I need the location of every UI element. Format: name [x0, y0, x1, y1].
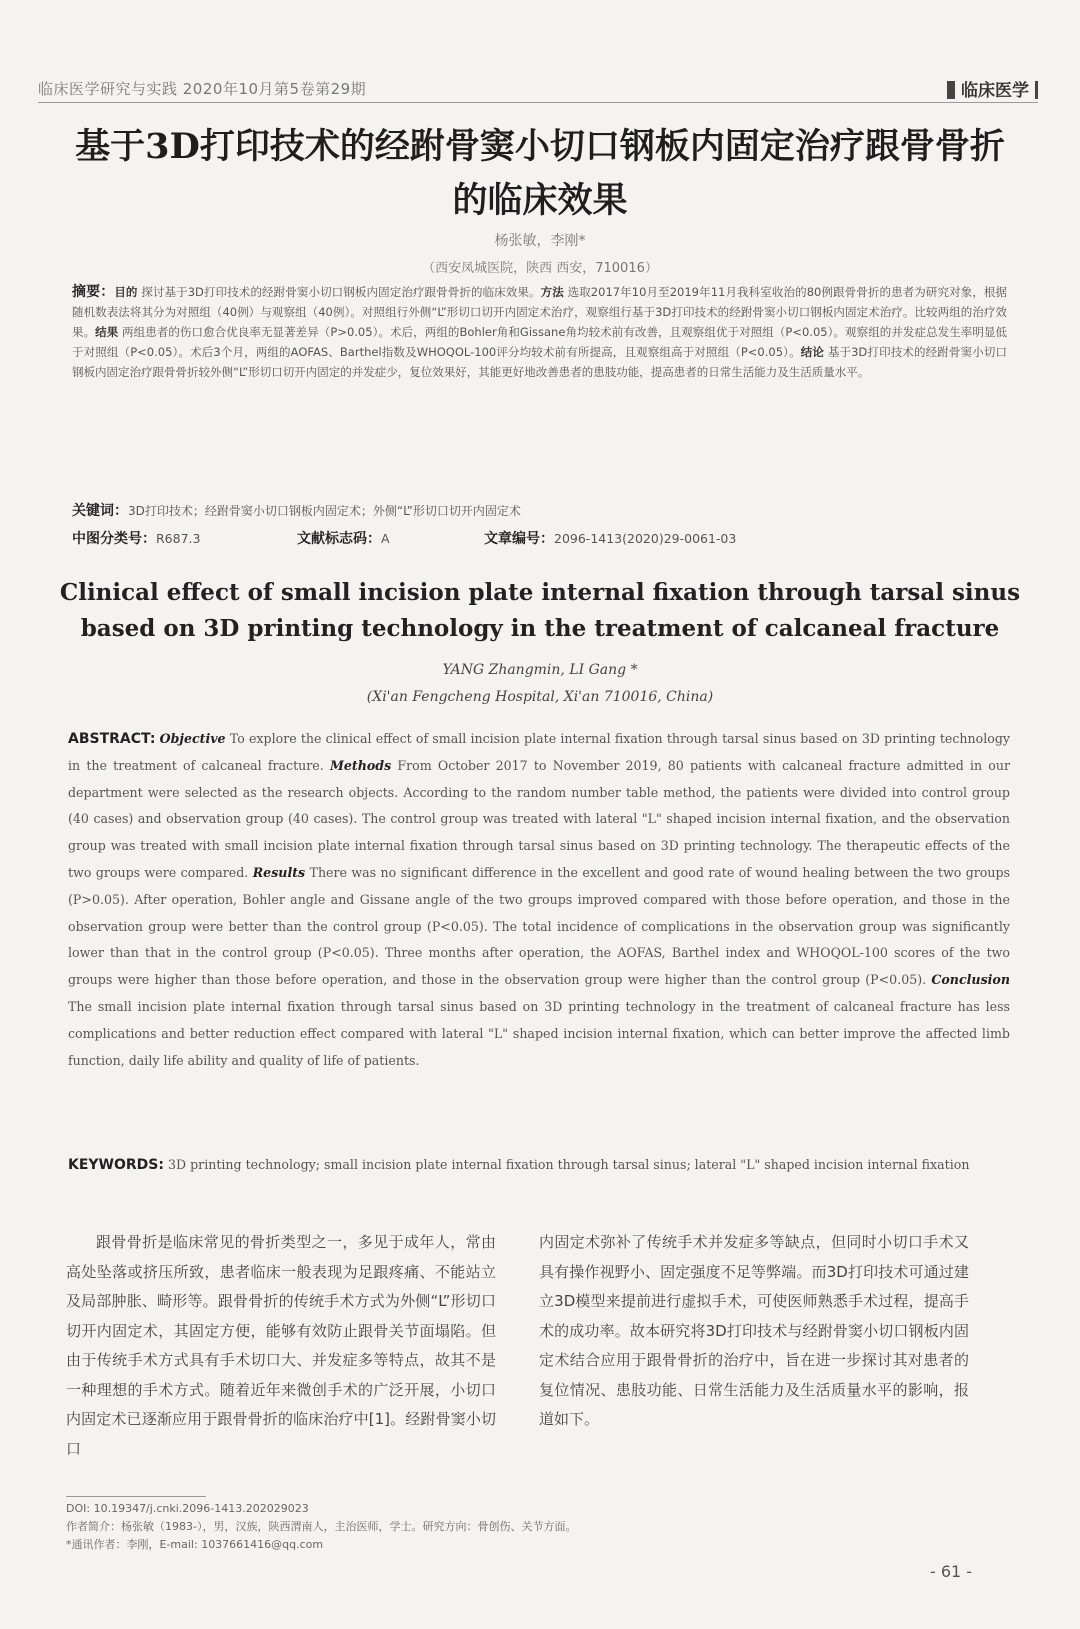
- clc-number: [72, 528, 200, 548]
- english-abstract-label: ABSTRACT:: [68, 731, 156, 747]
- en-objective-label: Objective: [159, 731, 226, 746]
- methods-text: 选取2017年10月至2019年11月我科室收治的80例跟骨骨折的患者为研究对象，根据随机数表法将其分为对照组（40例）与观察组（40例）。对照组行外侧“L”形切口切开内固定术治疗，观察组行基于3D打印技术的经跗骨窦小切口钢板内固定术治疗。比较两组的治疗效果。: [72, 285, 1008, 339]
- en-methods-label: Methods: [329, 757, 392, 773]
- methods-label: 方法: [540, 285, 564, 299]
- english-authors: YANG Zhangmin, LI Gang *: [442, 662, 638, 678]
- conclusion-label: 结论: [800, 345, 825, 359]
- chinese-keywords-text: 3D打印技术；经跗骨窦小切口钢板内固定术；外侧“L”形切口切开内固定术: [128, 504, 521, 518]
- english-abstract: [68, 726, 1010, 1074]
- article-no-label: 文章编号：: [484, 531, 554, 547]
- objective-label: 目的: [114, 285, 138, 299]
- english-keywords-label: KEYWORDS:: [68, 1157, 164, 1173]
- body-column-right: 内固定术弥补了传统手术并发症多等缺点，但同时小切口手术又具有操作视野小、固定强度不足等弊端。而3D打印技术可通过建立3D模型来提前进行虚拟手术，可使医师熟悉手术过程，提高手术的成功率。故本研究将3D打印技术与经跗骨窦小切口钢板内固定术结合应用于跟骨骨折的治疗中，旨在进一步探讨其对患者的复位情况、患肢功能、日常生活能力及生活质量水平的影响，报道如下。: [539, 1233, 969, 1428]
- author-info-line: 作者简介：杨张敏（1983-），男，汉族，陕西渭南人，主治医师，学士。研究方向：骨创伤、关节方面。: [66, 1520, 577, 1533]
- corresponding-author-line: *通讯作者：李刚，E-mail: 1037661416@qq.com: [66, 1538, 324, 1551]
- section-name: 临床医学: [961, 81, 1029, 101]
- chinese-authors: 杨张敏，李刚*: [494, 233, 586, 249]
- doc-code-value: A: [381, 531, 390, 546]
- section-end-mark-icon: [1035, 81, 1038, 99]
- chinese-abstract: [72, 282, 1007, 382]
- chinese-keywords-label: 关键词：: [72, 503, 128, 519]
- en-conclusion-text: The small incision plate internal fixation through tarsal sinus based on 3D printing technology in the treatment of calcaneal fracture has less complications and better reduction effect compared with lateral "L" shaped incision internal fixation, which can better improve the affected limb function, daily life ability and quality of life of patients.: [68, 998, 1010, 1068]
- article-no-value: 2096-1413(2020)29-0061-03: [554, 531, 737, 546]
- english-title: Clinical effect of small incision plate internal fixation through tarsal sinus based on 3D printing technology in the treatment of calcaneal fracture: [59, 579, 1021, 642]
- section-mark-icon: [947, 81, 955, 99]
- english-affiliation: (Xi'an Fengcheng Hospital, Xi'an 710016, China): [366, 689, 714, 705]
- page-number: - 61 -: [930, 1562, 973, 1581]
- footnote-divider: [66, 1496, 206, 1497]
- en-results-text: There was no significant difference in the excellent and good rate of wound healing between the two groups (P>0.05). After operation, Bohler angle and Gissane angle of the two groups improved compared with those before operation, and those in the observation group were better than the control group (P<0.05). The total incidence of complications in the observation group was significantly lower than that in the control group (P<0.05). Three months after operation, the AOFAS, Barthel index and WHOQOL-100 scores of the two groups were higher than those before operation, and those in the observation group were higher than the control group (P<0.05).: [68, 864, 1010, 988]
- objective-text: 探讨基于3D打印技术的经跗骨窦小切口钢板内固定治疗跟骨骨折的临床效果。: [141, 285, 541, 299]
- clc-label: 中图分类号：: [72, 531, 156, 547]
- chinese-title: 基于3D打印技术的经跗骨窦小切口钢板内固定治疗跟骨骨折的临床效果: [75, 126, 1005, 221]
- results-label: 结果: [95, 325, 119, 339]
- classification-meta: [72, 528, 1007, 548]
- english-keywords: [68, 1152, 1010, 1178]
- journal-issue-info: 临床医学研究与实践 2020年10月第5卷第29期: [38, 80, 367, 98]
- footnotes: [66, 1500, 886, 1554]
- doc-code-label: 文献标志码：: [297, 531, 381, 547]
- section-tag: [947, 76, 1038, 101]
- en-conclusion-label: Conclusion: [931, 972, 1010, 988]
- results-text: 两组患者的伤口愈合优良率无显著差异（P>0.05）。术后，两组的Bohler角和Gissane角均较术前有改善，且观察组优于对照组（P<0.05）。观察组的并发症总发生率明显低于对照组（P<0.05）。术后3个月，两组的AOFAS、Barthel指数及WHOQOL-100评分均较术前有所提高，且观察组高于对照组（P<0.05）。: [72, 325, 1008, 359]
- english-keywords-text: 3D printing technology; small incision plate internal fixation through tarsal sinus; lateral "L" shaped incision internal fixation: [168, 1157, 970, 1172]
- doi-line: DOI: 10.19347/j.cnki.2096-1413.202029023: [66, 1502, 309, 1515]
- conclusion-text: 基于3D打印技术的经跗骨窦小切口钢板内固定治疗跟骨骨折较外侧“L”形切口切开内固定的并发症少，复位效果好，其能更好地改善患者的患肢功能，提高患者的日常生活能力及生活质量水平。: [72, 345, 1008, 379]
- en-results-label: Results: [252, 864, 306, 880]
- chinese-affiliation: （西安凤城医院，陕西 西安，710016）: [422, 261, 658, 276]
- clc-value: R687.3: [156, 531, 201, 546]
- en-objective-text: To explore the clinical effect of small incision plate internal fixation through tarsal sinus based on 3D printing technology in the treatment of calcaneal fracture.: [68, 731, 1010, 773]
- running-head: [38, 78, 1038, 103]
- article-number: [484, 528, 736, 548]
- en-methods-text: From October 2017 to November 2019, 80 patients with calcaneal fracture admitted in our department were selected as the research objects. According to the random number table method, the patients were divided into control group (40 cases) and observation group (40 cases). The control group was treated with lateral "L" shaped incision internal fixation, and the observation group was treated with small incision plate internal fixation through tarsal sinus based on 3D printing technology. The therapeutic effects of the two groups were compared.: [68, 757, 1010, 880]
- chinese-keywords: [72, 500, 1007, 520]
- document-code: [297, 528, 390, 548]
- body-column-left: 跟骨骨折是临床常见的骨折类型之一，多见于成年人，常由高处坠落或挤压所致，患者临床一般表现为足跟疼痛、不能站立及局部肿胀、畸形等。跟骨骨折的传统手术方式为外侧“L”形切口切开内固定术，其固定方便，能够有效防止跟骨关节面塌陷。但由于传统手术方式具有手术切口大、并发症多等特点，故其不是一种理想的手术方式。随着近年来微创手术的广泛开展，小切口内固定术已逐渐应用于跟骨骨折的临床治疗中[1]。经跗骨窦小切口: [66, 1233, 496, 1458]
- chinese-abstract-label: 摘要：: [72, 284, 115, 300]
